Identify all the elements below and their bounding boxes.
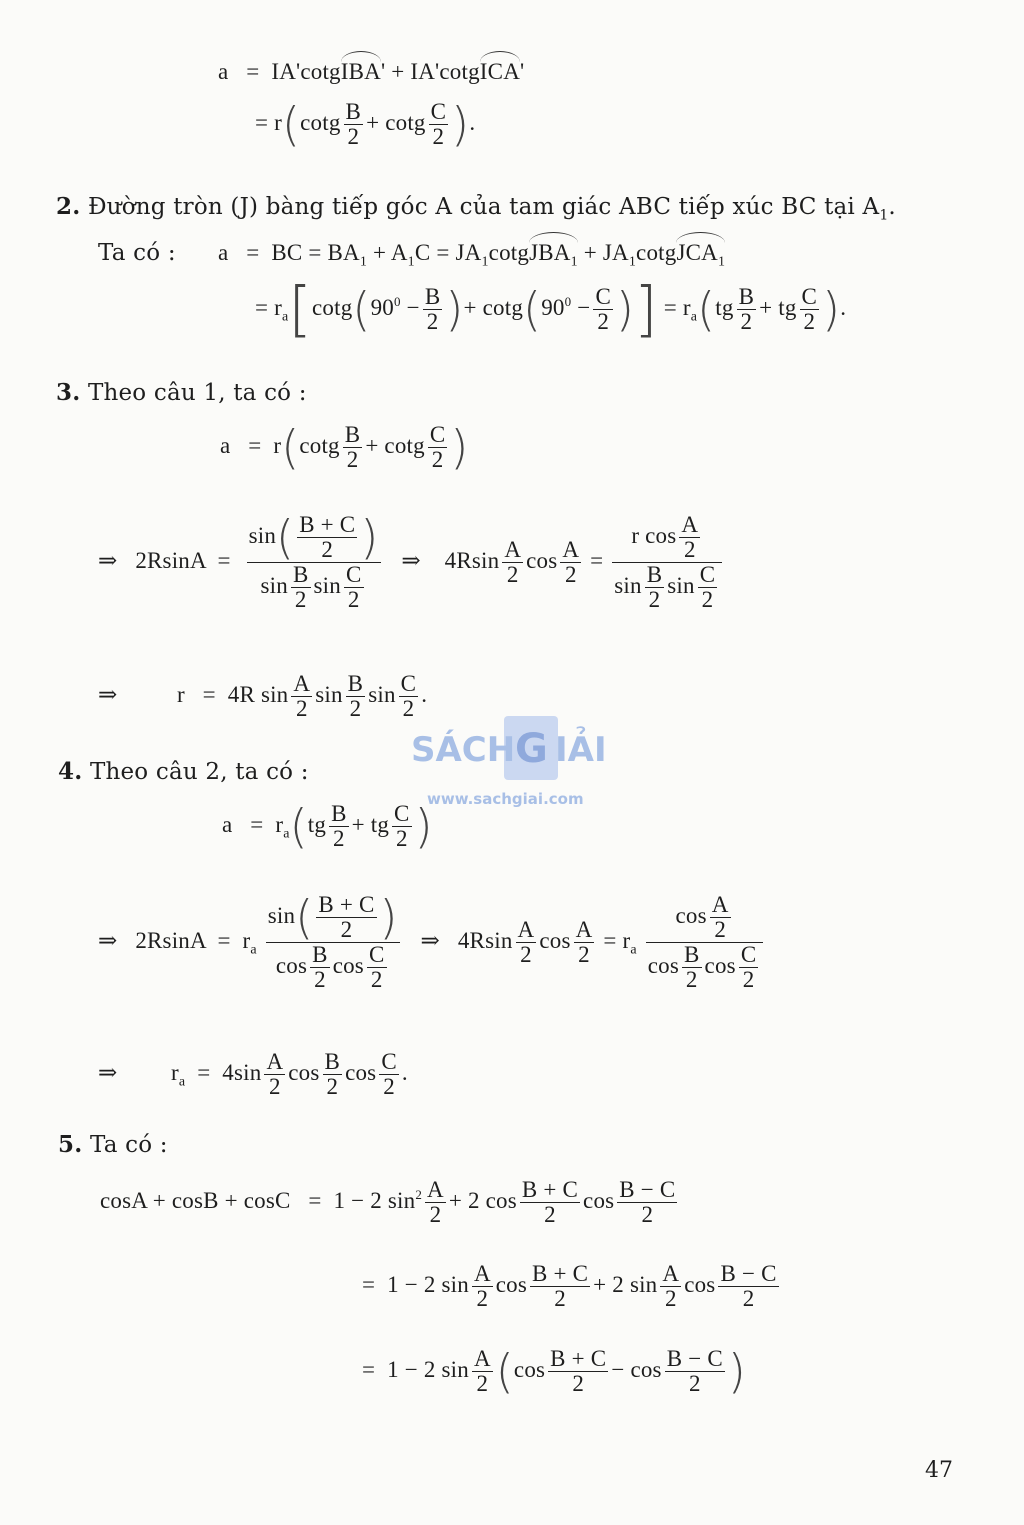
- formula-3b: ⇒ 2RsinA = sin( $\frac{B + C}{2}$ ) sin $\frac{B}{2}$ sin $\frac{C}{2}$ ⇒ 4Rsin $\frac{A}{2}$ cos $\frac{A}{2}$ = r cos $\frac{A}{2}$ sin $\frac{B}{2}$ sin $\frac{C}{2}$: [98, 513, 725, 612]
- section-4-heading: [58, 757, 309, 787]
- watermark: [405, 716, 620, 806]
- section-2-text: Đường tròn (J) bàng tiếp góc A của tam giác ABC tiếp xúc BC tại A: [87, 194, 880, 220]
- section-2-heading: 2. Đường tròn (J) bàng tiếp góc A của tam giác ABC tiếp xúc BC tại $A_1$.: [56, 193, 896, 224]
- section-5-text: Ta có :: [89, 1132, 168, 1158]
- formula-5a: cosA + cosB + cosC = 1 − 2 $\sin^2$ $\frac{A}{2}$ + 2 cos $\frac{B + C}{2}$ cos $\frac{B - C}{2}$: [100, 1177, 676, 1227]
- formula-4a: $a = r_a(tg$ $\frac{B}{2}$ + tg $\frac{C}{2}$ ): [222, 799, 433, 854]
- section-4-number: 4.: [58, 758, 83, 785]
- formula-3a: a = r(cotg $\frac{B}{2}$ + cotg $\frac{C}{2}$ ): [220, 420, 469, 475]
- formula-5b: = 1 − 2 sin $\frac{A}{2}$ cos $\frac{B + C}{2}$ + 2 sin $\frac{A}{2}$ cos $\frac{B - C}{2}$: [362, 1261, 777, 1311]
- section-2-number: 2.: [56, 193, 81, 220]
- formula-a-cotg: a = IA'cotgIBA' + IA'cotgICA': [218, 57, 524, 87]
- section-3-heading: [56, 378, 307, 408]
- formula-4c: ⇒ $r_a = 4\sin$ $\frac{A}{2}$ cos $\frac{B}{2}$ cos $\frac{C}{2}$ .: [98, 1049, 408, 1099]
- section-5-number: 5.: [58, 1131, 83, 1158]
- formula-ra-tg: = $r_a[\cot g(90^0$ − $\frac{B}{2}$ )+ $\cot g(90^0$ − $\frac{C}{2}$ )] = $r_a(tg$ $\frac{B}{2}$ + tg $\frac{C}{2}$ ).: [255, 274, 847, 345]
- watermark-right: IẢI: [555, 730, 607, 770]
- section-3-text: Theo câu 1, ta có :: [87, 380, 307, 406]
- formula-r-cotg: = r(cotg $\frac{B}{2}$ + cotg $\frac{C}{2}$ ).: [255, 97, 476, 152]
- formula-4b: ⇒ $2RsinA = r_a$ sin( $\frac{B + C}{2}$ ) cos $\frac{B}{2}$ cos $\frac{C}{2}$ ⇒ 4Rsin $\frac{A}{2}$ cos $\frac{A}{2}$ = $r_a$ cos $\frac{A}{2}$ cos $\frac{B}{2}$ cos $\frac{C}{2}$: [98, 893, 766, 992]
- section-2-ta-co: Ta có :: [98, 240, 176, 266]
- watermark-left: SÁCH: [411, 730, 516, 770]
- section-3-number: 3.: [56, 379, 81, 406]
- section-5-heading: [58, 1130, 168, 1160]
- page-number: 47: [925, 1458, 953, 1483]
- watermark-logo-letter: G: [515, 726, 548, 772]
- formula-3c: ⇒ r = 4R sin $\frac{A}{2}$ sin $\frac{B}{2}$ sin $\frac{C}{2}$ .: [98, 671, 428, 721]
- formula-5c: = 1 − 2 sin $\frac{A}{2}$ (cos $\frac{B + C}{2}$ − cos $\frac{B - C}{2}$ ): [362, 1344, 747, 1399]
- formula-bc-sum: a = BC = $BA_1 + A_1C$ = $JA_1cotgJBA_1$ + $JA_1cotgJCA_1$: [218, 238, 725, 278]
- section-4-text: Theo câu 2, ta có :: [89, 759, 309, 785]
- watermark-url: www.sachgiai.com: [427, 790, 584, 808]
